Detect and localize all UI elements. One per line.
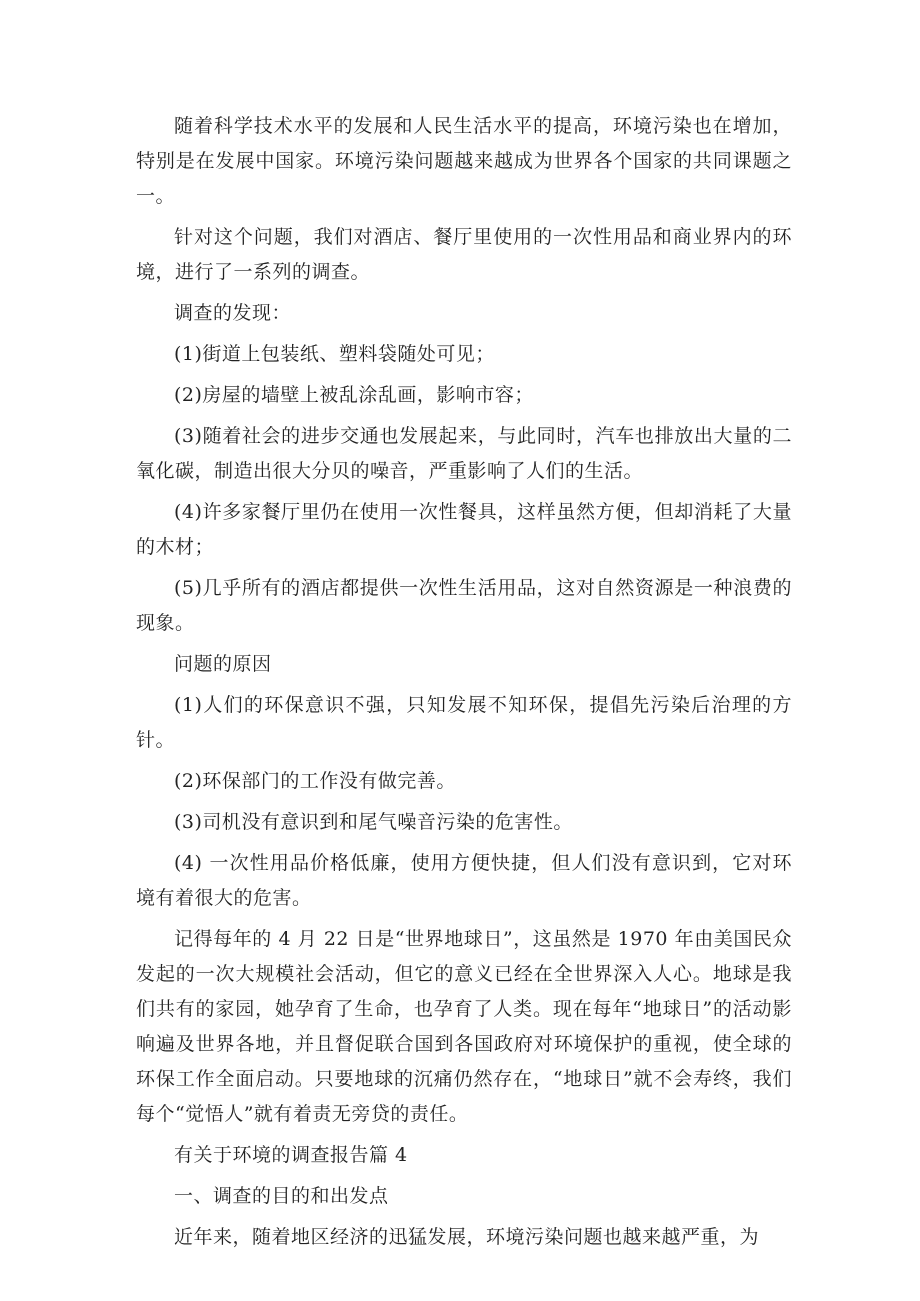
cause-item-3: (3)司机没有意识到和尾气噪音污染的危害性。 (174, 811, 573, 833)
cause-item-2: (2)环保部门的工作没有做完善。 (174, 770, 456, 792)
cause-item-1: (1)人们的环保意识不强，只知发展不知环保，提倡先污染后治理的方针。 (136, 694, 792, 751)
paragraph-earth-day: 记得每年的 4 月 22 日是“世界地球日”，这虽然是 1970 年由美国民众发起的一次大规模社会活动，但它的意义已经在全世界深入人心。地球是我们共有的家园，她孕育了生命，也孕育了人类。现在每年“地球日”的活动影响遍及世界各地，并且督促联合国到各国政府对环境保护的重视，使全球的环保工作全面启动。只要地球的沉痛仍然存在，“地球日”就不会寿终，我们每个“觉悟人”就有着责无旁贷的责任。 (136, 928, 792, 1125)
finding-item-4: (4)许多家餐厅里仍在使用一次性餐具，这样虽然方便，但却消耗了大量的木材； (136, 501, 792, 558)
paragraph-recent-years: 近年来，随着地区经济的迅猛发展，环境污染问题也越来越严重，为 (174, 1226, 760, 1248)
finding-item-3: (3)随着社会的进步交通也发展起来，与此同时，汽车也排放出大量的二氧化碳，制造出很大分贝的噪音，严重影响了人们的生活。 (136, 425, 792, 482)
section-title-report-4: 有关于环境的调查报告篇 4 (174, 1144, 408, 1166)
paragraph-investigation-scope: 针对这个问题，我们对酒店、餐厅里使用的一次性用品和商业界内的环境，进行了一系列的调查。 (136, 226, 792, 283)
document-body (136, 109, 792, 1261)
finding-item-5: (5)几乎所有的酒店都提供一次性生活用品，这对自然资源是一种浪费的现象。 (136, 577, 792, 634)
heading-causes: 问题的原因 (174, 653, 272, 675)
finding-item-2: (2)房屋的墙壁上被乱涂乱画，影响市容； (174, 384, 534, 406)
cause-item-4: (4) 一次性用品价格低廉，使用方便快捷，但人们没有意识到，它对环境有着很大的危害。 (136, 852, 792, 909)
subheading-purpose: 一、调查的目的和出发点 (174, 1185, 389, 1207)
heading-findings: 调查的发现： (174, 302, 292, 324)
finding-item-1: (1)街道上包装纸、塑料袋随处可见； (174, 343, 495, 365)
paragraph-intro: 随着科学技术水平的发展和人民生活水平的提高，环境污染也在增加，特别是在发展中国家。环境污染问题越来越成为世界各个国家的共同课题之一。 (136, 115, 792, 207)
